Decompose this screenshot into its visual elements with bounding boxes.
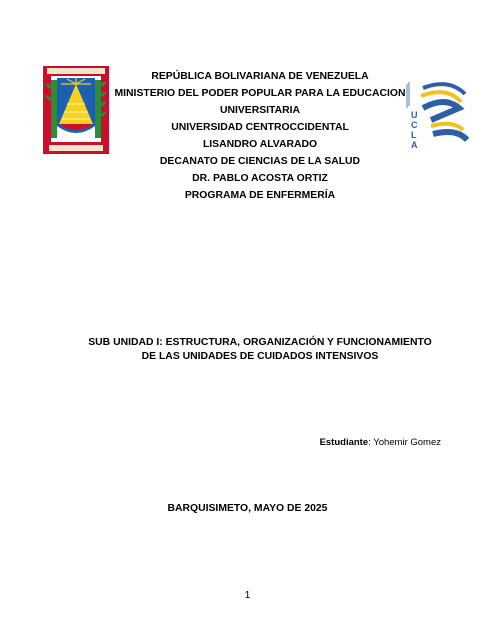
student-info [320, 437, 441, 448]
page-number: 1 [244, 590, 251, 601]
title-line-1: SUB UNIDAD I: ESTRUCTURA, ORGANIZACIÓN Y FUNCIONAMIENTO [88, 337, 432, 348]
student-separator: : [368, 437, 374, 448]
header-line: UNIVERSIDAD CENTROCCIDENTAL [171, 122, 349, 133]
svg-text:C: C [411, 120, 418, 130]
header-line: DECANATO DE CIENCIAS DE LA SALUD [159, 156, 361, 167]
decanato-logo [401, 74, 471, 154]
document-title [60, 336, 460, 364]
university-shield-logo [41, 64, 111, 156]
university-shield-icon [41, 64, 111, 156]
title-line-2: DE LAS UNIDADES DE CUIDADOS INTENSIVOS [141, 351, 379, 362]
header-line: UNIVERSITARIA [219, 105, 301, 116]
decanato-ciencias-salud-icon [401, 74, 471, 154]
svg-text:A: A [411, 140, 418, 150]
student-name: Yohemir Gomez [373, 437, 441, 448]
header-line: REPÚBLICA BOLIVARIANA DE VENEZUELA [151, 71, 369, 82]
place-date: BARQUISIMETO, MAYO DE 2025 [167, 503, 328, 514]
header-line: LISANDRO ALVARADO [202, 139, 318, 150]
header-line: MINISTERIO DEL PODER POPULAR PARA LA EDUCACION [114, 88, 406, 99]
student-label: Estudiante [319, 437, 369, 448]
svg-text:L: L [411, 130, 417, 140]
svg-text:U: U [411, 110, 418, 120]
header-line: DR. PABLO ACOSTA ORTIZ [192, 173, 328, 184]
header-line: PROGRAMA DE ENFERMERÍA [184, 190, 336, 201]
institution-header [110, 68, 410, 204]
